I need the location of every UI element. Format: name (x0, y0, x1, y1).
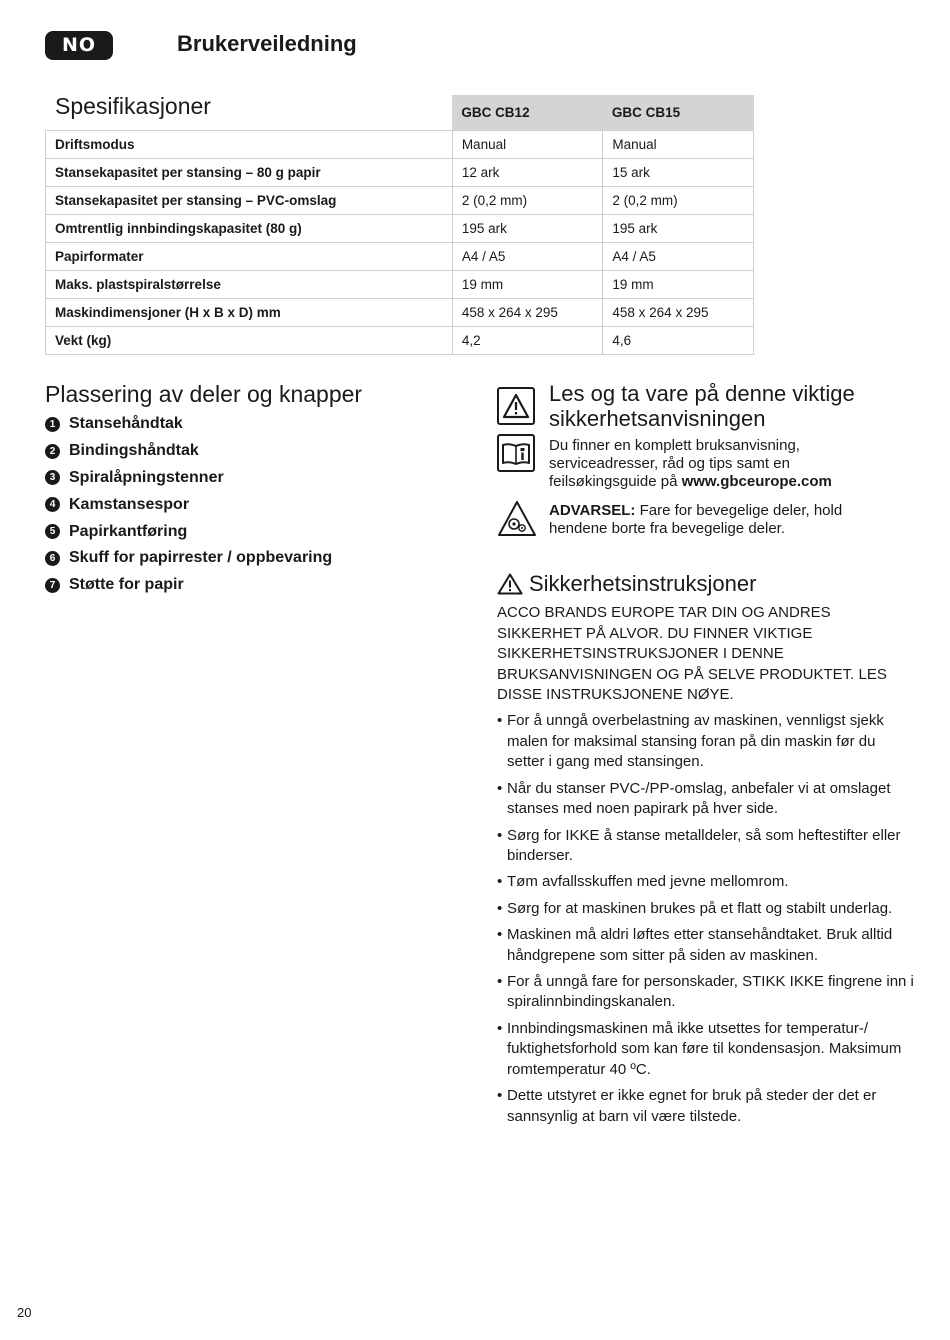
table-row (46, 271, 754, 299)
warning-triangle-icon (497, 573, 523, 595)
instructions-heading (497, 571, 756, 597)
spec-value-cb12: 2 (0,2 mm) (452, 187, 603, 215)
spec-value-cb15: 4,6 (603, 327, 754, 355)
list-item (45, 572, 332, 599)
instruction-text: Når du stanser PVC-/PP-omslag, anbefaler vi at omslaget stanses med noen papirark på hver side. (507, 779, 891, 818)
instruction-text: Sørg for at maskinen brukes på et flatt og stabilt underlag. (507, 899, 893, 917)
spec-value-cb12: 4,2 (452, 327, 603, 355)
number-badge: 1 (45, 417, 60, 432)
page-number: 20 (17, 1305, 32, 1320)
instruction-text: For å unngå overbelastning av maskinen, vennligst sjekk malen for maksimal stansing foran på din maskin før du setter i gang med stansingen. (507, 712, 884, 771)
list-item (497, 1086, 917, 1127)
table-row (46, 131, 754, 159)
website-link[interactable]: www.gbceurope.com (681, 473, 832, 490)
safety-heading: Les og ta vare på denne viktige sikkerhetsanvisningen (549, 381, 855, 431)
spec-value-cb15: 195 ark (603, 215, 754, 243)
number-badge: 3 (45, 470, 60, 485)
model-header-cb12: GBC CB12 (452, 95, 603, 131)
part-label: Papirkantføring (69, 522, 188, 540)
instructions-title: Sikkerhetsinstruksjoner (529, 571, 757, 596)
list-item (45, 491, 332, 518)
instructions-intro: ACCO BRANDS EUROPE TAR DIN OG ANDRES SIKKERHET PÅ ALVOR. DU FINNER VIKTIGE SIKKERHETSINSTRUKSJONER I DENNE BRUKSANVISNINGEN OG PÅ SELVE PRODUKTET. LES DISSE INSTRUKSJONENE NØYE. (497, 604, 887, 703)
list-item (497, 1019, 917, 1081)
list-item (45, 411, 332, 438)
page-title: Brukerveiledning (177, 31, 357, 56)
part-label: Stansehåndtak (69, 415, 183, 433)
table-row (46, 327, 754, 355)
number-badge: 4 (45, 497, 60, 512)
spec-value-cb15: 2 (0,2 mm) (603, 187, 754, 215)
manual-info-text (549, 437, 889, 491)
spec-value-cb12: 458 x 264 x 295 (452, 299, 603, 327)
spec-label: Maskindimensjoner (H x B x D) mm (46, 299, 453, 327)
table-row (46, 215, 754, 243)
model-header-cb15: GBC CB15 (603, 95, 754, 131)
list-item (497, 872, 917, 893)
moving-parts-warning-icon (497, 500, 537, 538)
list-item (497, 899, 917, 920)
list-item (45, 438, 332, 465)
spec-label: Omtrentlig innbindingskapasitet (80 g) (46, 215, 453, 243)
spec-label: Papirformater (46, 243, 453, 271)
instruction-text: Sørg for IKKE å stanse metalldeler, så som heftestifter eller binderser. (507, 826, 901, 865)
number-badge: 5 (45, 524, 60, 539)
table-row (46, 243, 754, 271)
spec-label: Driftsmodus (46, 131, 453, 159)
spec-value-cb12: 12 ark (452, 159, 603, 187)
spec-label: Stansekapasitet per stansing – 80 g papir (46, 159, 453, 187)
part-label: Bindingshåndtak (69, 442, 199, 460)
instruction-text: Innbindingsmaskinen må ikke utsettes for temperatur-/ fuktighetsforhold som kan føre til kondensasjon. Maksimum romtemperatur 40 ºC. (507, 1019, 902, 1079)
warning-body: Fare for bevegelige deler, hold hendene borte fra bevegelige deler. (549, 502, 843, 537)
instruction-text: Maskinen må aldri løftes etter stansehåndtaket. Bruk alltid håndgrepene som sitter på siden av maskinen. (507, 925, 893, 964)
spec-value-cb12: 195 ark (452, 215, 603, 243)
instruction-text: For å unngå fare for personskader, STIKK IKKE fingrene inn i spiralinnbindingskanalen. (507, 972, 914, 1011)
instruction-text: Tøm avfallsskuffen med jevne mellomrom. (507, 873, 789, 891)
spec-value-cb15: Manual (603, 131, 754, 159)
table-row (46, 159, 754, 187)
part-label: Kamstansespor (69, 495, 190, 513)
number-badge: 2 (45, 444, 60, 459)
parts-list (45, 411, 332, 599)
part-label: Skuff for papirrester / oppbevaring (69, 549, 333, 567)
spec-label: Vekt (kg) (46, 327, 453, 355)
spec-value-cb12: 19 mm (452, 271, 603, 299)
bullet-icon: • (497, 925, 503, 943)
list-item (497, 925, 917, 966)
number-badge: 6 (45, 551, 60, 566)
table-row (46, 299, 754, 327)
spec-label: Stansekapasitet per stansing – PVC-omslag (46, 187, 453, 215)
spec-value-cb12: Manual (452, 131, 603, 159)
bullet-icon: • (497, 972, 503, 990)
spec-value-cb15: 15 ark (603, 159, 754, 187)
spec-value-cb15: A4 / A5 (603, 243, 754, 271)
warning-triangle-icon (497, 387, 535, 425)
warning-text (549, 502, 889, 538)
list-item (497, 779, 917, 820)
list-item (45, 545, 332, 572)
spec-value-cb12: A4 / A5 (452, 243, 603, 271)
part-label: Spiralåpningstenner (69, 468, 224, 486)
bullet-icon: • (497, 712, 503, 729)
read-manual-icon (497, 434, 535, 472)
spec-value-cb15: 19 mm (603, 271, 754, 299)
table-row (46, 187, 754, 215)
spec-label: Maks. plastspiralstørrelse (46, 271, 453, 299)
language-badge: NO (45, 31, 113, 60)
specifications-table (45, 95, 754, 355)
list-item (45, 465, 332, 492)
bullet-icon: • (497, 779, 503, 797)
bullet-icon: • (497, 1087, 503, 1105)
list-item (497, 826, 917, 867)
manual-info-body: Du finner en komplett bruksanvisning, serviceadresser, råd og tips samt en feilsøkingsguide på (549, 437, 800, 490)
warning-label: ADVARSEL: (549, 502, 636, 519)
list-item (497, 972, 917, 1013)
specifications-heading: Spesifikasjoner (55, 93, 211, 119)
bullet-icon: • (497, 899, 503, 917)
spec-value-cb15: 458 x 264 x 295 (603, 299, 754, 327)
bullet-icon: • (497, 826, 503, 844)
instructions-list (497, 711, 917, 1133)
bullet-icon: • (497, 1019, 503, 1037)
bullet-icon: • (497, 873, 503, 891)
parts-heading: Plassering av deler og knapper (45, 381, 363, 407)
list-item (45, 518, 332, 545)
list-item (497, 711, 917, 773)
number-badge: 7 (45, 578, 60, 593)
instruction-text: Dette utstyret er ikke egnet for bruk på steder der det er sannsynlig at barn vil være tilstede. (507, 1087, 877, 1125)
part-label: Støtte for papir (69, 576, 184, 594)
